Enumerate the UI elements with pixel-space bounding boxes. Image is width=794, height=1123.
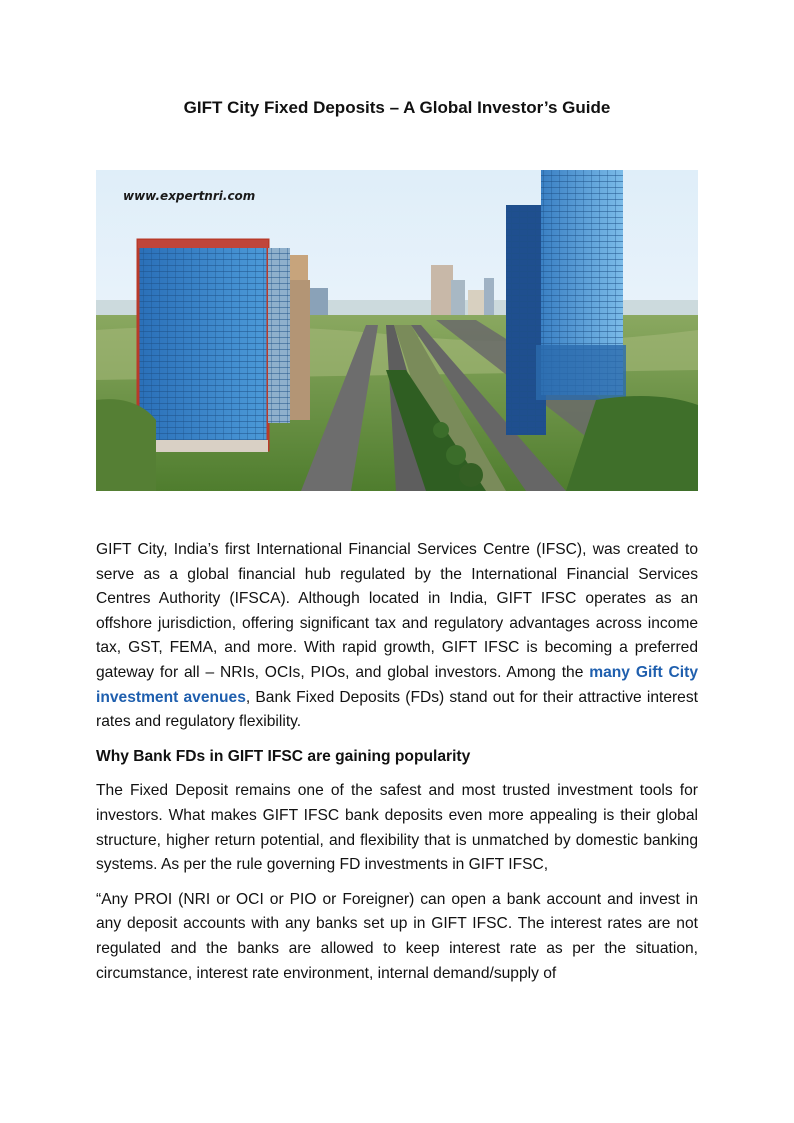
fd-paragraph: The Fixed Deposit remains one of the safest and most trusted investment tools for investors. What makes GIFT IFSC bank deposits even more appealing is their global structure, higher return potential, and flexibility that is unmatched by domestic banking systems. As per the rule governing FD investments in GIFT IFSC,	[96, 782, 698, 874]
investment-avenues-link[interactable]: many Gift City investment avenues	[96, 663, 698, 706]
watermark-text: www.expertnri.com	[123, 189, 256, 203]
intro-paragraph	[96, 538, 698, 735]
page-title: GIFT City Fixed Deposits – A Global Investor’s Guide	[183, 98, 611, 117]
intro-text-before-link: GIFT City, India’s first International Financial Services Centre (IFSC), was created to serve as a global financial hub regulated by the International Financial Services Centres Authority (IFSCA). Although located in India, GIFT IFSC operates as an offshore jurisdiction, offering significant tax and regulatory advantages across income tax, GST, FEMA, and more. With rapid growth, GIFT IFSC is becoming a preferred gateway for all – NRIs, OCIs, PIOs, and global investors. Among the	[96, 541, 698, 681]
city-skyline-illustration	[96, 170, 698, 491]
section-heading: Why Bank FDs in GIFT IFSC are gaining popularity	[96, 747, 471, 765]
intro-text-after-link: , Bank Fixed Deposits (FDs) stand out for their attractive interest rates and regulatory flexibility.	[96, 688, 698, 731]
hero-image	[96, 170, 698, 491]
article-body	[96, 538, 698, 996]
rule-quote-paragraph: “Any PROI (NRI or OCI or PIO or Foreigner) can open a bank account and invest in any deposit accounts with any banks set up in GIFT IFSC. The interest rates are not regulated and the banks are allowed to keep interest rate as per the situation, circumstance, interest rate environment, internal demand/supply of	[96, 890, 698, 982]
